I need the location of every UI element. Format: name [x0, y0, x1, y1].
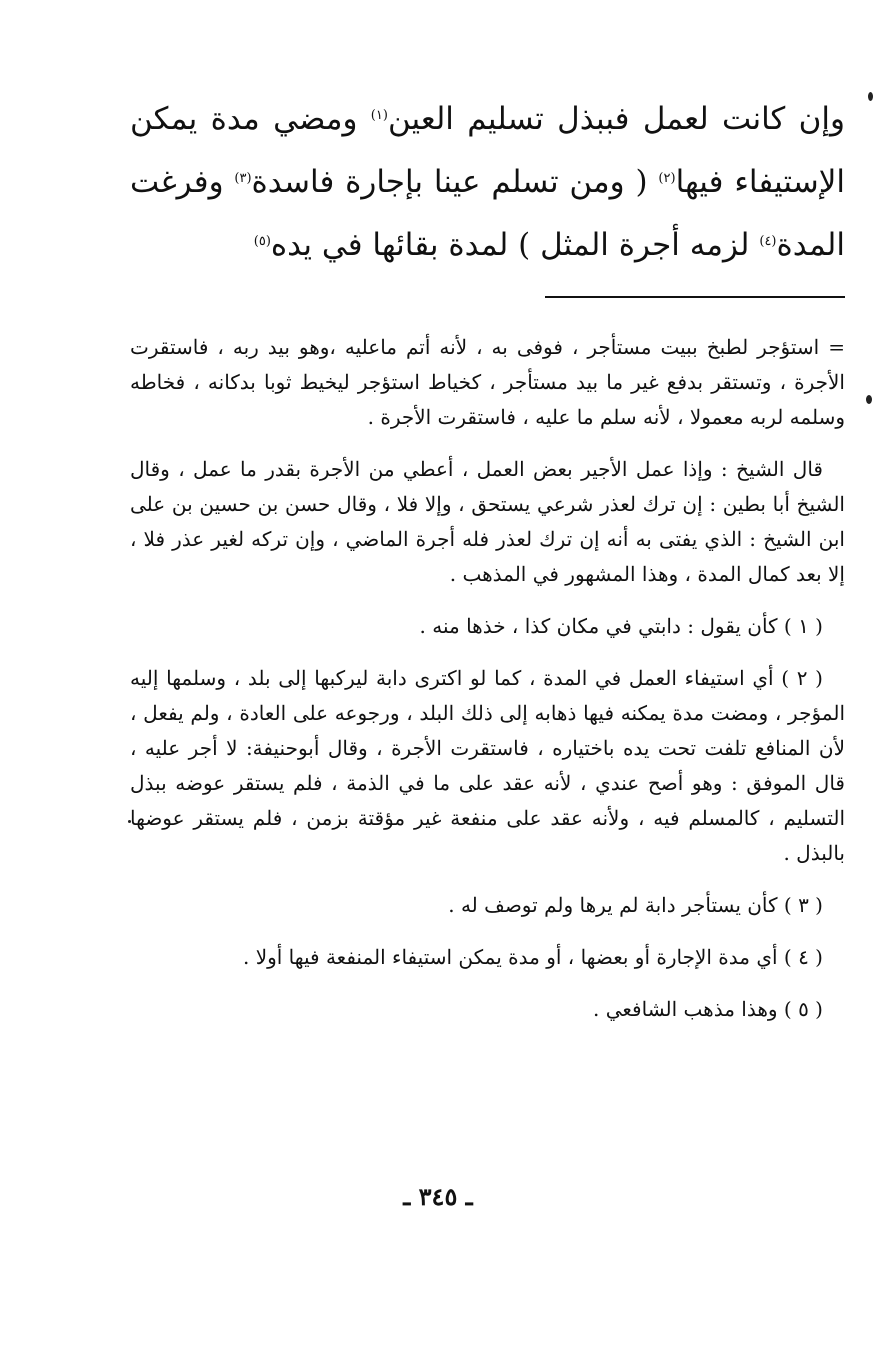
margin-mark-middle: [866, 395, 872, 404]
footnote-ref-3: (٣): [234, 171, 252, 186]
footnote-ref-2: (٢): [658, 171, 676, 186]
main-text: [130, 88, 845, 277]
footnote-1: ( ١ ) كأن يقول : دابتي في مكان كذا ، خذها منه .: [419, 614, 823, 638]
main-text-segment: وفرغت المدة: [130, 164, 845, 263]
footnote-sheikh-paragraph: قال الشيخ : وإذا عمل الأجير بعض العمل ، أعطي من الأجرة بقدر ما عمل ، وقال الشيخ أبا بطين : إن ترك لعذر شرعي يستحق ، وإلا فلا ، وقال حسن بن حسين بن على ابن الشيخ : الذي يفتى به أنه إن ترك لعذر فله أجرة الماضي ، وإن تركه لغير عذر فلا ، إلا بعد كمال المدة ، وهذا المشهور في المذهب .: [130, 457, 845, 586]
margin-mark-top: [868, 92, 873, 101]
footnote-separator: [545, 296, 845, 298]
main-text-segment: ( ومن تسلم عينا بإجارة فاسدة: [251, 164, 648, 200]
main-text-segment: لزمه أجرة المثل ) لمدة بقائها في يده: [270, 227, 750, 263]
main-text-segment: وإن كانت لعمل فببذل تسليم العين: [387, 101, 846, 137]
footnote-4: ( ٤ ) أي مدة الإجارة أو بعضها ، أو مدة يمكن استيفاء المنفعة فيها أولا .: [242, 945, 823, 969]
footnote-ref-1: (١): [370, 108, 388, 123]
footnote-continued: = استؤجر لطبخ ببيت مستأجر ، فوفى به ، لأنه أتم ماعليه ،وهو بيد ربه ، فاستقرت الأجرة ، وتستقر بدفع غير ما بيد مستأجر ، كخياط استؤجر ليخيط ثوبا بدكانه ، فخاطه وسلمه لربه معمولا ، لأنه سلم ما عليه ، فاستقرت الأجرة .: [130, 335, 845, 429]
footnote-ref-4: (٤): [759, 234, 777, 249]
footnote-3: ( ٣ ) كأن يستأجر دابة لم يرها ولم توصف له .: [448, 893, 823, 917]
footnote-2: ( ٢ ) أي استيفاء العمل في المدة ، كما لو اكترى دابة ليركبها إلى بلد ، وسلمها إليه المؤجر ، ومضت مدة يمكنه فيها ذهابه إلى ذلك البلد ، ورجوعه على العادة ، ولم يفعل ، لأن المنافع تلفت تحت يده باختياره ، فاستقرت الأجرة ، وقال أبوحنيفة: لا أجر عليه ، قال الموفق : وهو أصح عندي ، لأنه عقد على ما في الذمة ، فلم يستقر عوضه ببذل التسليم ، كالمسلم فيه ، ولأنه عقد على منفعة غير مؤقتة بزمن ، فلم يستقر عوضها بالبذل .: [130, 666, 846, 865]
footnote-ref-5: (٥): [253, 234, 271, 249]
main-paragraph: [130, 88, 845, 277]
page-number: ـ ٣٤٥ ـ: [403, 1182, 473, 1211]
footnote-5: ( ٥ ) وهذا مذهب الشافعي .: [593, 997, 823, 1021]
footnotes-section: [130, 330, 845, 1044]
main-text-segment: ومضي مدة يمكن الإستيفاء فيها: [130, 101, 846, 200]
